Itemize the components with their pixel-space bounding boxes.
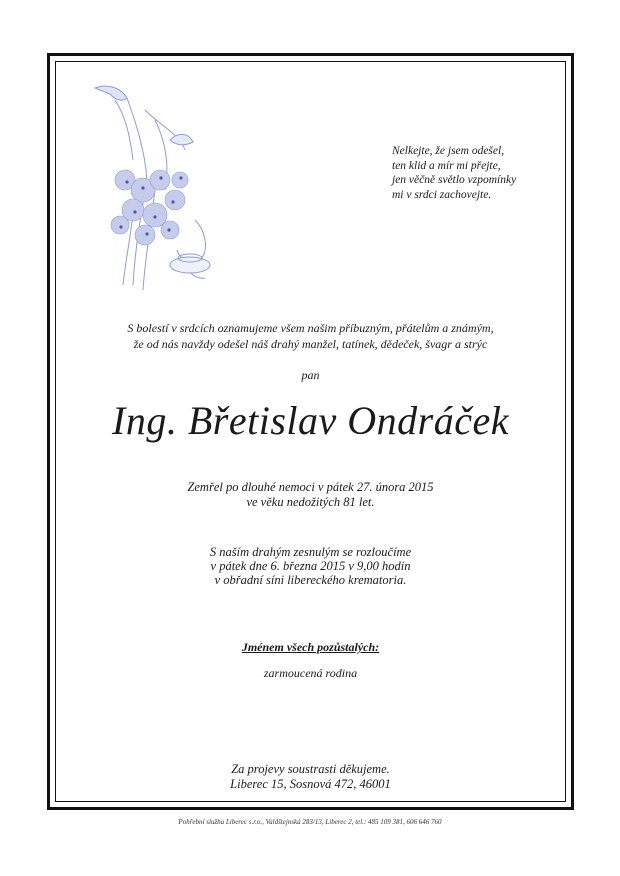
intro-line: že od nás navždy odešel náš drahý manžel, tatínek, dědeček, švagr a strýc	[133, 337, 488, 351]
poem-line: Nelkejte, že jsem odešel,	[392, 145, 505, 157]
farewell-line: S naším drahým zesnulým se rozloučíme	[209, 545, 412, 559]
on-behalf-heading: Jménem všech pozůstalých:	[241, 640, 380, 654]
poem-line: mi v srdci zachovejte.	[392, 188, 492, 201]
thanks-line: Liberec 15, Sosnová 472, 46001	[230, 777, 391, 791]
memorial-poem	[392, 144, 562, 202]
family-signature: zarmoucená rodina	[263, 666, 358, 680]
farewell-line: v pátek dne 6. března 2015 v 9,00 hodin	[210, 559, 411, 573]
funeral-service-footer: Pohřební služba Liberec s.r.o., Valdštejnská 283/13, Liberec 2, tel.: 485 109 381, 606 646 760	[178, 818, 442, 826]
lily-bouquet-icon	[85, 80, 225, 295]
intro-line: S bolestí v srdcích oznamujeme všem našim příbuzným, přátelům a známým,	[127, 321, 494, 335]
poem-line: ten klid a mír mi přejte,	[392, 159, 501, 172]
poem-line: jen věčně světlo vzpomínky	[392, 174, 517, 186]
death-details	[55, 480, 566, 510]
farewell-details	[55, 545, 566, 587]
farewell-line: v obřadní síni libereckého krematoria.	[214, 573, 407, 587]
honorific: pan	[301, 368, 320, 382]
deceased-name: Ing. Břetislav Ondráček	[112, 398, 509, 443]
thanks-note	[55, 762, 566, 792]
announcement-intro	[55, 320, 566, 352]
thanks-line: Za projevy soustrasti děkujeme.	[231, 762, 390, 776]
death-line: ve věku nedožitých 81 let.	[246, 495, 375, 509]
death-line: Zemřel po dlouhé nemoci v pátek 27. února 2015	[187, 480, 434, 494]
